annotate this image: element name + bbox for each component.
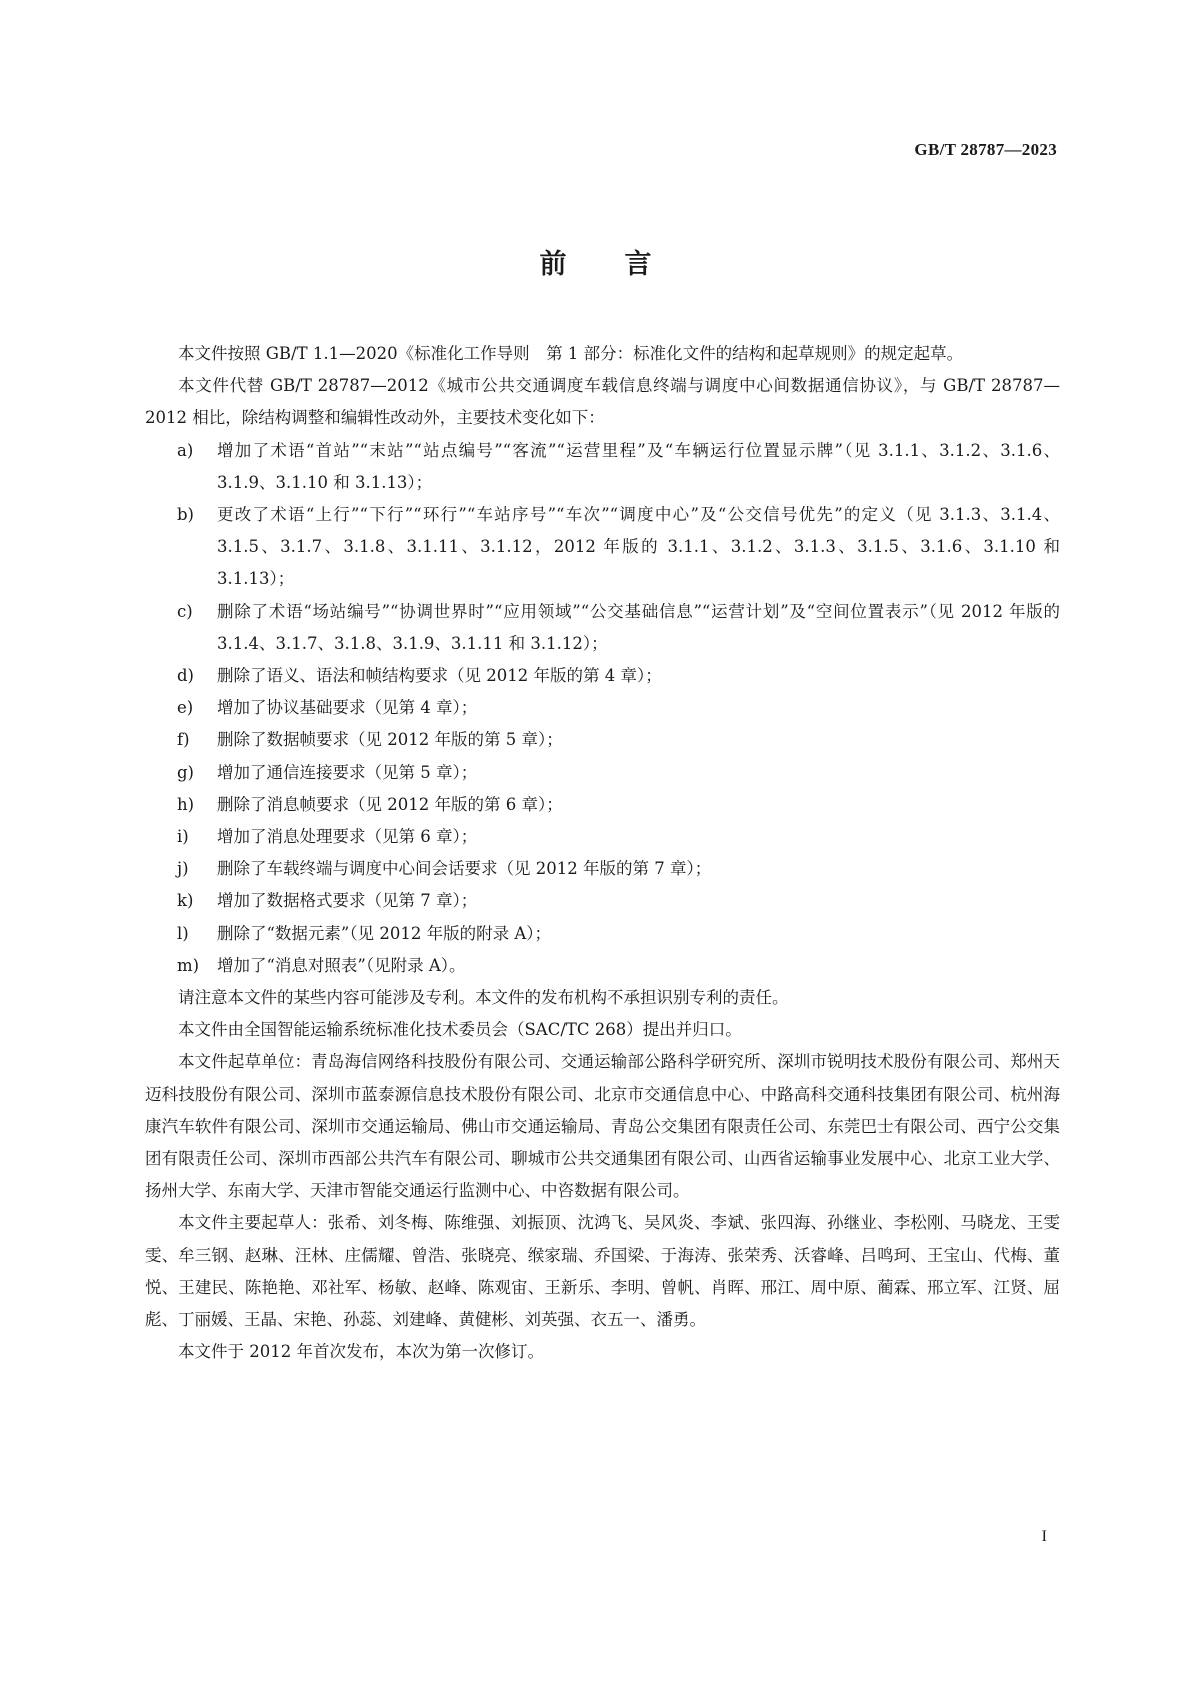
list-item-marker: j) (177, 859, 189, 879)
list-item (177, 692, 1060, 724)
paragraph-history: 本文件于 2012 年首次发布，本次为第一次修订。 (178, 1342, 544, 1362)
list-item (177, 918, 1060, 950)
list-item-marker: c) (177, 601, 193, 621)
list-item (177, 596, 1060, 660)
list-item-marker: l) (177, 923, 189, 943)
list-item (177, 789, 1060, 821)
list-item-marker: d) (177, 666, 194, 686)
foreword-body (145, 338, 1060, 1369)
list-item-text: 删除了语义、语法和帧结构要求（见 2012 年版的第 4 章）； (217, 666, 662, 686)
list-item-marker: g) (177, 762, 194, 782)
list-item (177, 853, 1060, 885)
page-title (0, 242, 1191, 281)
paragraph-drafters: 本文件主要起草人：张希、刘冬梅、陈维强、刘振顶、沈鸿飞、吴风炎、李斌、张四海、孙继业、李松刚、马晓龙、王雯雯、牟三钢、赵琳、汪林、庄儒耀、曾浩、张晓亮、缑家瑞、乔国梁、于海涛、张荣秀、沃睿峰、吕鸣珂、王宝山、代梅、董悦、王建民、陈艳艳、邓社军、杨敏、赵峰、陈观宙、王新乐、李明、曾帆、肖晖、邢江、周中原、蔺霖、邢立军、江贤、屈彪、丁丽媛、王晶、宋艳、孙蕊、刘建峰、黄健彬、刘英强、衣五一、潘勇。 (145, 1213, 1060, 1330)
list-item (177, 435, 1060, 499)
list-item (177, 821, 1060, 853)
list-item (177, 885, 1060, 917)
page-title-char-1: 前 (539, 249, 567, 280)
list-item-text: 增加了术语“首站”“末站”“站点编号”“客流”“运营里程”及“车辆运行位置显示牌”（见 3.1.1、3.1.2、3.1.6、3.1.9、3.1.10 和 3.1.13）； (217, 440, 1060, 492)
list-item-text: 删除了术语“场站编号”“协调世界时”“应用领域”“公交基础信息”“运营计划”及“空间位置表示”（见 2012 年版的 3.1.4、3.1.7、3.1.8、3.1.9、3.1.11 和 3.1.12）； (217, 601, 1060, 653)
list-item (177, 950, 1060, 982)
list-item (177, 499, 1060, 596)
list-item-marker: k) (177, 891, 194, 911)
list-item (177, 724, 1060, 756)
page-title-char-2: 言 (624, 249, 652, 280)
paragraph-drafting-units: 本文件起草单位：青岛海信网络科技股份有限公司、交通运输部公路科学研究所、深圳市锐明技术股份有限公司、郑州天迈科技股份有限公司、深圳市蓝泰源信息技术股份有限公司、北京市交通信息中心、中路高科交通科技集团有限公司、杭州海康汽车软件有限公司、深圳市交通运输局、佛山市交通运输局、青岛公交集团有限责任公司、东莞巴士有限公司、西宁公交集团有限责任公司、深圳市西部公共汽车有限公司、聊城市公共交通集团有限公司、山西省运输事业发展中心、北京工业大学、扬州大学、东南大学、天津市智能交通运行监测中心、中咨数据有限公司。 (145, 1052, 1060, 1201)
changes-list (145, 435, 1060, 982)
paragraph-replacement: 本文件代替 GB/T 28787—2012《城市公共交通调度车载信息终端与调度中心间数据通信协议》，与 GB/T 28787—2012 相比，除结构调整和编辑性改动外，主要技术变化如下： (145, 376, 1060, 428)
list-item-text: 更改了术语“上行”“下行”“环行”“车站序号”“车次”“调度中心”及“公交信号优先”的定义（见 3.1.3、3.1.4、3.1.5、3.1.7、3.1.8、3.1.11、3.1.12，2012 年版的 3.1.1、3.1.2、3.1.3、3.1.5、3.1.6、3.1.10 和 3.1.13）； (217, 505, 1060, 589)
list-item-marker: i) (177, 827, 189, 847)
list-item-text: 删除了数据帧要求（见 2012 年版的第 5 章）； (217, 730, 563, 750)
list-item-text: 增加了消息处理要求（见第 6 章）； (217, 827, 478, 847)
list-item-text: 增加了数据格式要求（见第 7 章）； (217, 891, 478, 911)
list-item-marker: a) (177, 440, 194, 460)
paragraph-patent-notice: 请注意本文件的某些内容可能涉及专利。本文件的发布机构不承担识别专利的责任。 (178, 988, 789, 1008)
list-item-text: 删除了车载终端与调度中心间会话要求（见 2012 年版的第 7 章）； (217, 859, 712, 879)
list-item-text: 增加了通信连接要求（见第 5 章）； (217, 762, 478, 782)
paragraph-drafting-rules: 本文件按照 GB/T 1.1—2020《标准化工作导则 第 1 部分：标准化文件的结构和起草规则》的规定起草。 (178, 344, 964, 363)
list-item-marker: h) (177, 794, 195, 814)
standard-number: GB/T 28787—2023 (914, 140, 1057, 159)
list-item-marker: e) (177, 698, 194, 718)
list-item-text: 增加了“消息对照表”（见附录 A）。 (217, 955, 466, 975)
list-item-text: 增加了协议基础要求（见第 4 章）； (217, 698, 478, 718)
list-item-text: 删除了“数据元素”（见 2012 年版的附录 A）； (217, 923, 552, 943)
list-item-marker: m) (177, 955, 200, 975)
list-item (177, 757, 1060, 789)
paragraph-proposer: 本文件由全国智能运输系统标准化技术委员会（SAC/TC 268）提出并归口。 (178, 1020, 742, 1040)
list-item-marker: f) (177, 730, 190, 750)
list-item-text: 删除了消息帧要求（见 2012 年版的第 6 章）； (217, 794, 563, 814)
page-number: I (1041, 1528, 1047, 1545)
list-item-marker: b) (177, 505, 194, 525)
list-item (177, 660, 1060, 692)
